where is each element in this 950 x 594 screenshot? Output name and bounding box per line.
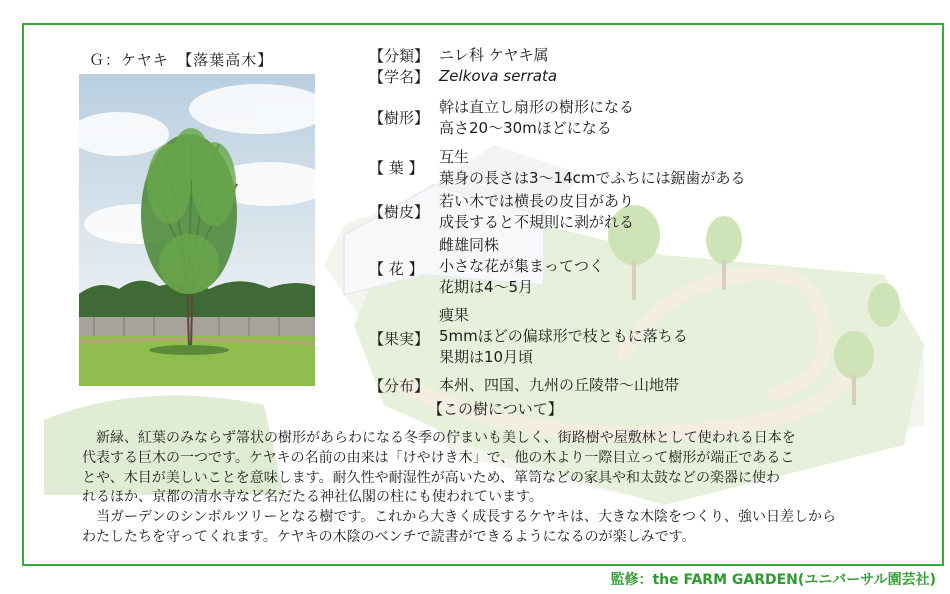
- profile-label: 【分類】: [369, 47, 430, 65]
- profile-value: 若い木では横長の皮目があり: [439, 192, 635, 210]
- about-line: とや、木目が美しいことを意味します。耐久性や耐湿性が高いため、箪笥などの家具や和太鼓などの楽器に使わ: [82, 469, 781, 486]
- about-paragraph: [82, 429, 894, 508]
- profile-label: 【果実】: [369, 330, 430, 348]
- profile-label: 【学名】: [369, 68, 430, 86]
- about-heading: 【この樹について】: [428, 400, 563, 418]
- about-text: [82, 429, 894, 548]
- profile-value: 高さ20～30mほどになる: [439, 119, 612, 137]
- profile-value: 成長すると不規則に剥がれる: [439, 213, 635, 231]
- about-line: 当ガーデンのシンボルツリーとなる樹です。これから大きく成長するケヤキは、大きな木陰をつくり、強い日差しから: [96, 509, 836, 526]
- keyaki-photo: [79, 74, 315, 386]
- about-line: わたしたちを守ってくれます。ケヤキの木陰のベンチで読書ができるようになるのが楽しみです。: [82, 528, 696, 545]
- profile-value: 5mmほどの偏球形で枝ともに落ちる: [439, 327, 688, 345]
- profile-value: 痩果: [439, 306, 470, 324]
- profile-value: 花期は4～5月: [439, 278, 534, 296]
- profile-label: 【 花 】: [369, 260, 424, 278]
- profile-value: 本州、四国、九州の丘陵帯～山地帯: [439, 376, 680, 394]
- about-line: 代表する巨木の一つです。ケヤキの名前の由来は「けやけき木」で、他の木より一際目立って樹形が端正であるこ: [82, 449, 795, 466]
- profile-value: 雌雄同株: [439, 236, 500, 254]
- profile-value: 幹は直立し扇形の樹形になる: [439, 98, 635, 116]
- about-paragraph: [82, 508, 894, 548]
- about-line: れるほか、京都の清水寺など名だたる神社仏閣の柱にも使われています。: [82, 489, 543, 506]
- profile-value: ニレ科 ケヤキ属: [439, 46, 549, 64]
- profile-value: 小さな花が集まってつく: [439, 257, 605, 275]
- profile-label: 【 葉 】: [369, 159, 424, 177]
- profile-value: 果期は10月頃: [439, 348, 534, 366]
- card-title: Ｇ：ケヤキ 【落葉高木】: [89, 51, 274, 69]
- profile-label: 【樹形】: [369, 109, 430, 127]
- credit: 監修：the FARM GARDEN(ユニバーサル園芸社): [610, 572, 936, 588]
- profile-value: Zelkova serrata: [439, 67, 558, 85]
- profile-value: 葉身の長さは3～14cmでふちには鋸歯がある: [439, 169, 746, 187]
- profile-label: 【分布】: [369, 377, 430, 395]
- about-line: 新緑、紅葉のみならず箒状の樹形があらわになる冬季の佇まいも美しく、街路樹や屋敷林として使われる日本を: [96, 430, 796, 446]
- profile-label: 【樹皮】: [369, 203, 430, 221]
- profile-value: 互生: [439, 148, 470, 166]
